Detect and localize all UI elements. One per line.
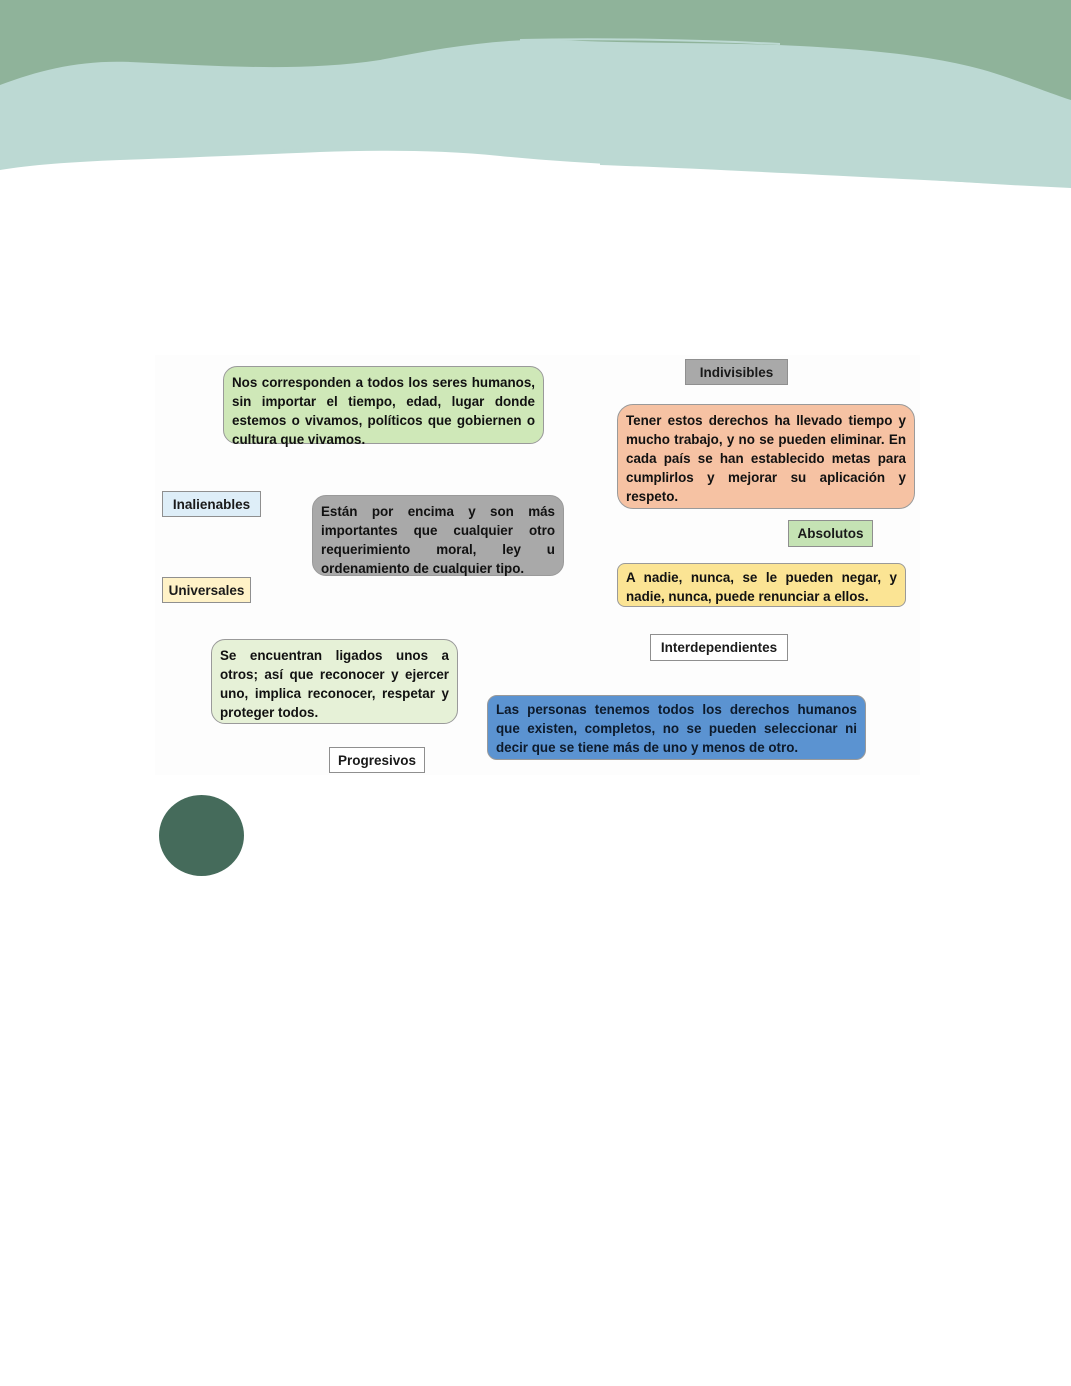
description-box-absolute: Están por encima y son más importantes que cualquier otro requerimiento moral, ley u ordenamiento de cualquier tipo. — [312, 495, 564, 576]
label-universales[interactable]: Universales — [162, 577, 251, 603]
label-indivisibles[interactable]: Indivisibles — [685, 359, 788, 385]
description-box-indivisible: Las personas tenemos todos los derechos humanos que existen, completos, no se pueden seleccionar ni decir que se tiene más de uno y menos de otro. — [487, 695, 866, 760]
description-box-progressive: Tener estos derechos ha llevado tiempo y mucho trabajo, y no se pueden eliminar. En cada país se han establecido metas para cumplirlos y mejorar su aplicación y respeto. — [617, 404, 915, 509]
description-box-inalienable: A nadie, nunca, se le pueden negar, y nadie, nunca, puede renunciar a ellos. — [617, 563, 906, 607]
label-inalienables[interactable]: Inalienables — [162, 491, 261, 517]
section-marker-circle — [159, 795, 244, 876]
label-absolutos[interactable]: Absolutos — [788, 520, 873, 547]
header-brush-banner — [0, 0, 1071, 200]
description-box-universal: Nos corresponden a todos los seres humanos, sin importar el tiempo, edad, lugar donde estemos o vivamos, políticos que gobiernen o cultura que vivamos. — [223, 366, 544, 444]
label-progresivos[interactable]: Progresivos — [329, 747, 425, 773]
description-box-interdependent: Se encuentran ligados unos a otros; así que reconocer y ejercer uno, implica reconocer, respetar y proteger todos. — [211, 639, 458, 724]
label-interdependientes[interactable]: Interdependientes — [650, 634, 788, 661]
